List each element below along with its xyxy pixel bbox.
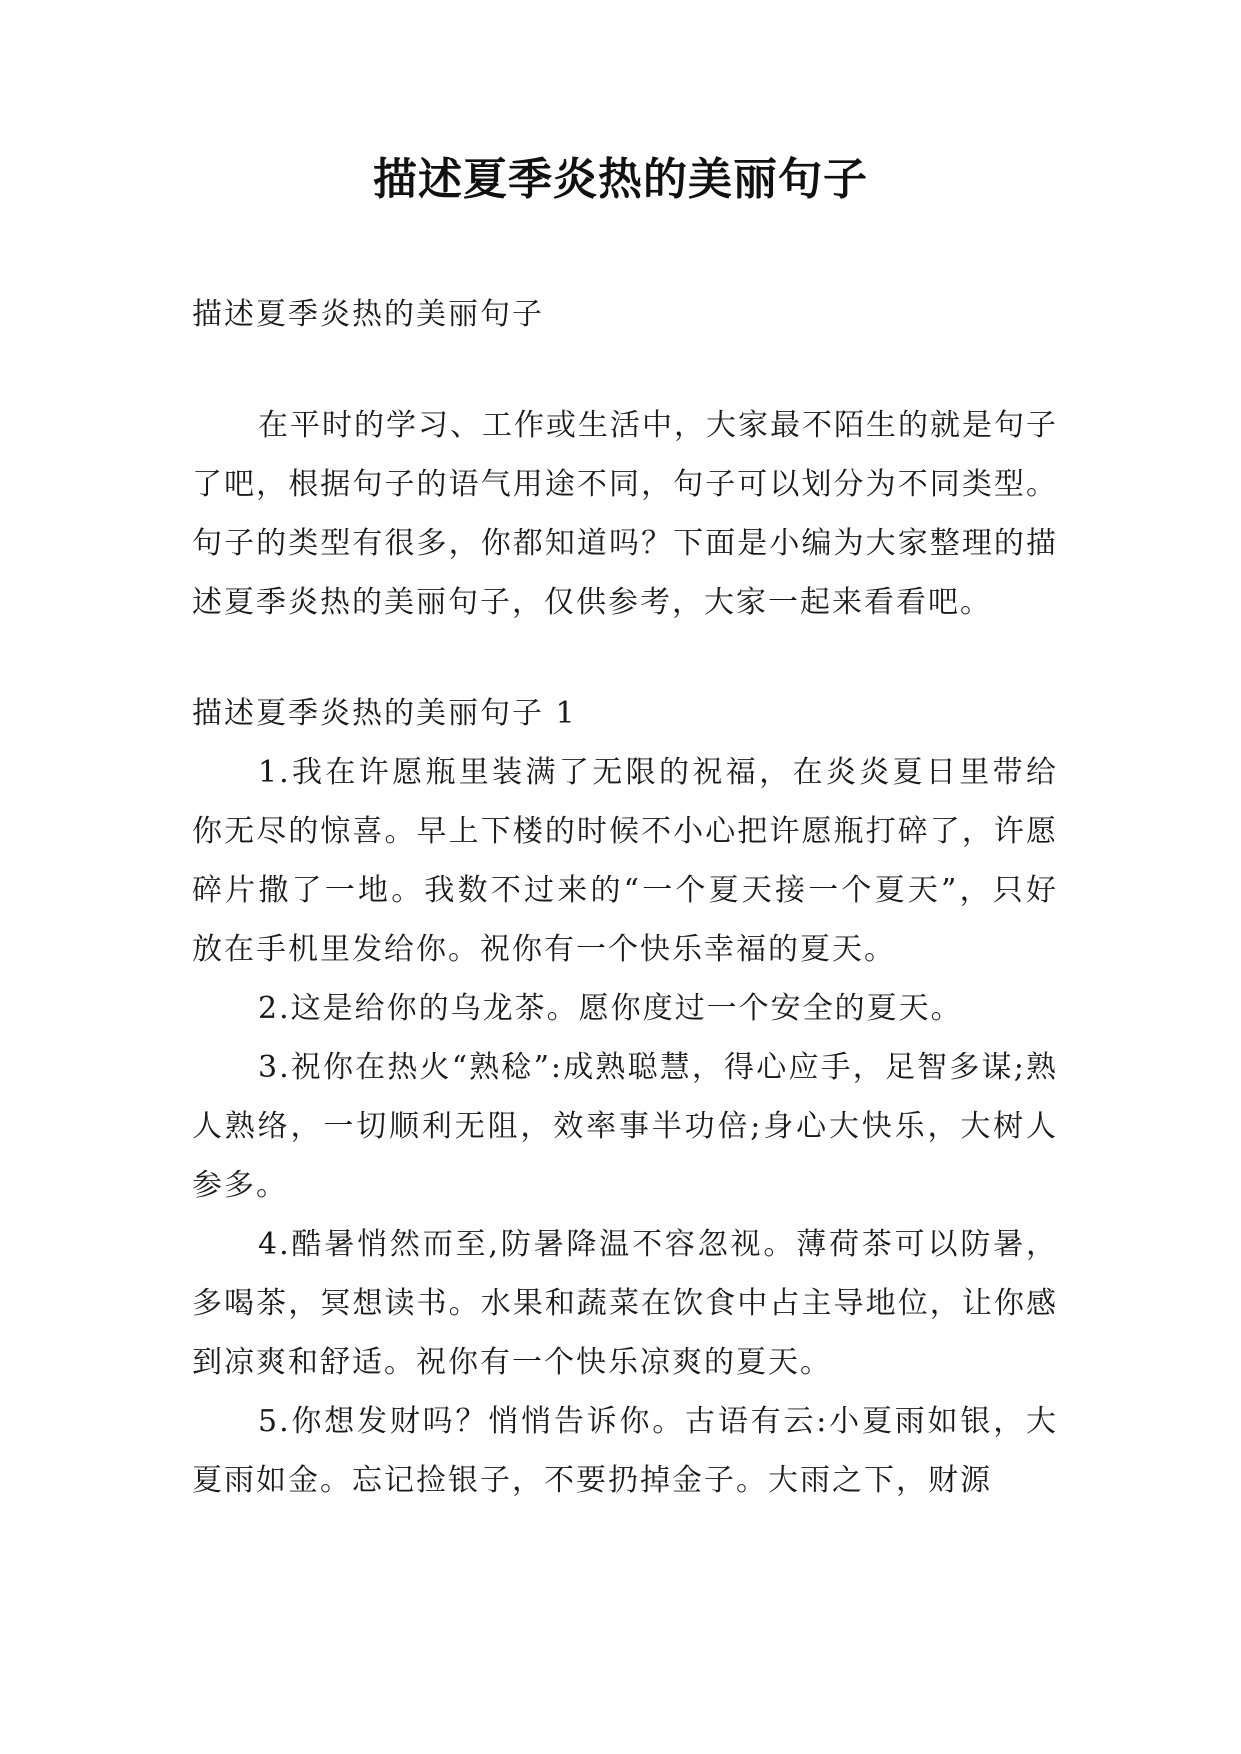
list-item: 3.祝你在热火“熟稔”:成熟聪慧，得心应手，足智多谋;熟人熟络，一切顺利无阻，效率事半功倍;身心大快乐，大树人参多。 <box>192 1050 1058 1203</box>
document-body <box>192 285 1058 1510</box>
intro-paragraph: 在平时的学习、工作或生活中，大家最不陌生的就是句子了吧，根据句子的语气用途不同，句子可以划分为不同类型。句子的类型有很多，你都知道吗？下面是小编为大家整理的描述夏季炎热的美丽句子，仅供参考，大家一起来看看吧。 <box>192 408 1058 620</box>
spacer <box>192 632 1058 684</box>
list-item: 2.这是给你的乌龙茶。愿你度过一个安全的夏天。 <box>258 991 963 1026</box>
spacer <box>192 344 1058 396</box>
list-item: 1.我在许愿瓶里装满了无限的祝福，在炎炎夏日里带给你无尽的惊喜。早上下楼的时候不小心把许愿瓶打碎了，许愿碎片撒了一地。我数不过来的“一个夏天接一个夏天”，只好放在手机里发给你。祝你有一个快乐幸福的夏天。 <box>192 755 1058 967</box>
document-title: 描述夏季炎热的美丽句子 <box>373 154 868 205</box>
document-subtitle: 描述夏季炎热的美丽句子 <box>192 297 544 332</box>
list-item: 4.酷暑悄然而至,防暑降温不容忽视。薄荷茶可以防暑，多喝茶，冥想读书。水果和蔬菜在饮食中占主导地位，让你感到凉爽和舒适。祝你有一个快乐凉爽的夏天。 <box>192 1227 1058 1380</box>
section-heading: 描述夏季炎热的美丽句子 1 <box>192 696 577 731</box>
list-item: 5.你想发财吗？悄悄告诉你。古语有云:小夏雨如银，大夏雨如金。忘记捡银子，不要扔掉金子。大雨之下，财源 <box>192 1404 1058 1498</box>
